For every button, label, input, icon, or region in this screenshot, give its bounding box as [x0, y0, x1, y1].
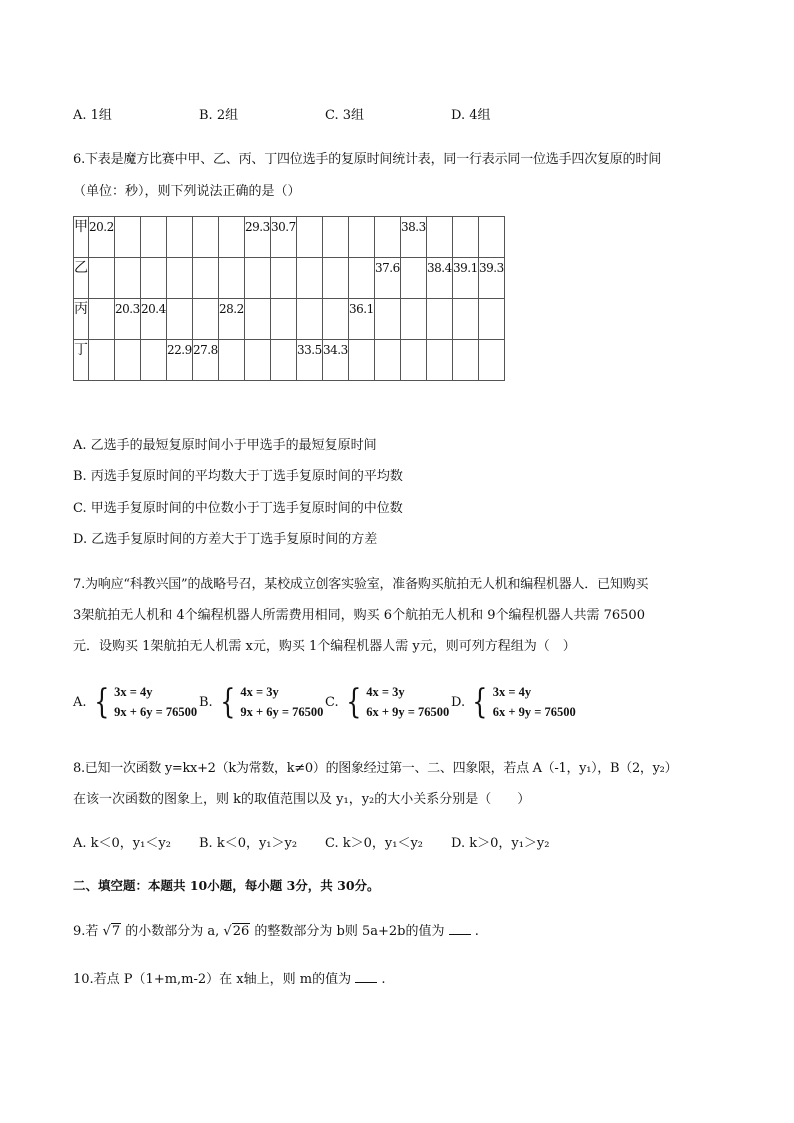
table-cell: 38.3	[401, 217, 427, 258]
table-cell	[297, 299, 323, 340]
table-cell	[297, 258, 323, 299]
q8-option-d: D. k＞0，y₁＞y₂	[451, 836, 550, 851]
q9-suffix: 的整数部分为 b则 5a+2b的值为	[254, 924, 445, 939]
table-cell: 37.6	[375, 258, 401, 299]
table-cell	[297, 217, 323, 258]
q8-line2: 在该一次函数的图象上，则 k的取值范围以及 y₁，y₂的大小关系分别是（ ）	[73, 792, 531, 807]
q10	[73, 968, 386, 987]
table-cell	[349, 217, 375, 258]
q7-option-a-eq2: 9x + 6y = 76500	[114, 705, 198, 719]
q7-option-a	[73, 682, 199, 722]
table-row	[74, 299, 505, 340]
table-cell: 22.9	[167, 340, 193, 381]
table-row-header: 丁	[74, 340, 89, 381]
table-cell: 30.7	[271, 217, 297, 258]
q6-time-table	[73, 216, 505, 381]
table-cell	[479, 217, 505, 258]
table-cell	[193, 258, 219, 299]
table-cell	[427, 299, 453, 340]
table-cell	[115, 340, 141, 381]
table-cell: 29.3	[245, 217, 271, 258]
q8-line1: 8.已知一次函数 y=kx+2（k为常数，k≠0）的图象经过第一、二、四象限，若点 A（-1，y₁），B（2，y₂）	[73, 761, 678, 776]
q6-option-a: A. 乙选手的最短复原时间小于甲选手的最短复原时间	[73, 438, 377, 453]
table-cell	[167, 258, 193, 299]
table-cell	[115, 258, 141, 299]
q7-option-a-label: A.	[73, 694, 87, 710]
q9	[73, 920, 479, 939]
table-cell: 33.5	[297, 340, 323, 381]
table-cell	[167, 217, 193, 258]
table-cell	[375, 299, 401, 340]
table-cell	[141, 217, 167, 258]
q5-option-a: A. 1组	[73, 108, 112, 123]
table-cell	[141, 340, 167, 381]
table-cell	[245, 258, 271, 299]
table-cell	[89, 299, 115, 340]
q7-line1: 7.为响应“科教兴国”的战略号召，某校成立创客实验室，准备购买航拍无人机和编程机器人．已知购买	[73, 577, 649, 592]
table-row	[74, 258, 505, 299]
table-row	[74, 340, 505, 381]
q7-options	[73, 682, 653, 722]
table-cell	[427, 340, 453, 381]
q6-stem-line1: 6.下表是魔方比赛中甲、乙、丙、丁四位选手的复原时间统计表，同一行表示同一位选手四次复原的时间	[73, 152, 662, 167]
q7-line3: 元．设购买 1架航拍无人机需 x元，购买 1个编程机器人需 y元，则可列方程组为（ ）	[73, 639, 576, 654]
table-cell	[349, 340, 375, 381]
table-cell	[453, 217, 479, 258]
q9-prefix: 9.若	[73, 924, 99, 939]
table-cell: 28.2	[219, 299, 245, 340]
q7-option-d	[451, 682, 577, 722]
brace-icon: {	[345, 682, 362, 722]
table-cell	[401, 299, 427, 340]
table-cell	[323, 258, 349, 299]
table-row	[74, 217, 505, 258]
q7-option-c	[325, 682, 451, 722]
table-cell: 38.4	[427, 258, 453, 299]
table-cell: 20.4	[141, 299, 167, 340]
q7-option-a-eq1: 3x = 4y	[114, 685, 153, 699]
q9-radicand-2: 26	[232, 924, 250, 939]
q7-option-b-label: B.	[199, 694, 213, 710]
table-cell: 39.1	[453, 258, 479, 299]
q7-option-b-eq1: 4x = 3y	[240, 685, 279, 699]
table-cell	[479, 340, 505, 381]
table-cell: 27.8	[193, 340, 219, 381]
q5-options	[73, 104, 633, 123]
table-cell	[219, 258, 245, 299]
table-cell	[89, 340, 115, 381]
table-cell	[89, 258, 115, 299]
q10-text: 10.若点 P（1+m,m-2）在 x轴上，则 m的值为	[73, 972, 352, 987]
table-cell	[245, 340, 271, 381]
table-cell: 34.3	[323, 340, 349, 381]
table-cell	[453, 299, 479, 340]
q8-option-c: C. k＞0，y₁＜y₂	[325, 836, 424, 851]
table-cell	[193, 217, 219, 258]
q7-option-b	[199, 682, 325, 722]
q10-answer-blank[interactable]	[355, 971, 377, 983]
brace-icon: {	[219, 682, 236, 722]
table-cell	[271, 258, 297, 299]
table-cell: 20.2	[89, 217, 115, 258]
table-cell	[219, 217, 245, 258]
q9-mid: 的小数部分为 a,	[125, 924, 220, 939]
table-row-header: 甲	[74, 217, 89, 258]
table-cell	[141, 258, 167, 299]
sqrt-icon: √	[223, 924, 232, 939]
brace-icon: {	[93, 682, 109, 722]
q6-option-d: D. 乙选手复原时间的方差大于丁选手复原时间的方差	[73, 532, 378, 547]
q7-option-d-eq2: 6x + 9y = 76500	[492, 705, 576, 719]
table-cell	[323, 299, 349, 340]
table-cell	[375, 340, 401, 381]
q9-radicand-1: 7	[111, 924, 121, 939]
table-cell: 20.3	[115, 299, 141, 340]
sqrt-icon: √	[102, 924, 111, 939]
q10-end: .	[381, 972, 386, 987]
q7-option-d-eq1: 3x = 4y	[492, 685, 532, 699]
table-cell: 39.3	[479, 258, 505, 299]
q6-option-b: B. 丙选手复原时间的平均数大于丁选手复原时间的平均数	[73, 469, 403, 484]
table-cell	[375, 217, 401, 258]
table-row-header: 丙	[74, 299, 89, 340]
q7-option-c-label: C.	[325, 694, 339, 710]
table-cell	[167, 299, 193, 340]
table-cell	[193, 299, 219, 340]
q5-option-c: C. 3组	[325, 108, 365, 123]
q9-end: .	[474, 924, 479, 939]
table-cell	[323, 217, 349, 258]
q8-option-a: A. k＜0，y₁＜y₂	[73, 836, 171, 851]
table-cell	[245, 299, 271, 340]
q5-option-b: B. 2组	[199, 108, 239, 123]
table-row-header: 乙	[74, 258, 89, 299]
table-cell	[401, 258, 427, 299]
q7-option-d-label: D.	[451, 694, 466, 710]
q6-option-c: C. 甲选手复原时间的中位数小于丁选手复原时间的中位数	[73, 501, 403, 516]
table-cell	[453, 340, 479, 381]
table-cell	[349, 258, 375, 299]
q9-answer-blank[interactable]	[449, 923, 471, 935]
q6-stem-line2: （单位：秒），则下列说法正确的是（）	[73, 184, 301, 199]
table-cell	[479, 299, 505, 340]
table-cell	[401, 340, 427, 381]
brace-icon: {	[472, 682, 488, 722]
table-cell	[271, 340, 297, 381]
q7-option-c-eq2: 6x + 9y = 76500	[366, 705, 450, 719]
section2-heading: 二、填空题：本题共 10小题，每小题 3分，共 30分。	[73, 878, 380, 893]
table-cell	[271, 299, 297, 340]
table-cell	[427, 217, 453, 258]
q8-option-b: B. k＜0，y₁＞y₂	[199, 836, 298, 851]
table-cell	[219, 340, 245, 381]
q7-line2: 3架航拍无人机和 4个编程机器人所需费用相同，购买 6个航拍无人机和 9个编程机器人共需 76500	[73, 608, 645, 623]
table-cell: 36.1	[349, 299, 375, 340]
q7-option-b-eq2: 9x + 6y = 76500	[240, 705, 324, 719]
q5-option-d: D. 4组	[451, 108, 491, 123]
table-cell	[115, 217, 141, 258]
q8-options	[73, 832, 633, 851]
q7-option-c-eq1: 4x = 3y	[366, 685, 405, 699]
